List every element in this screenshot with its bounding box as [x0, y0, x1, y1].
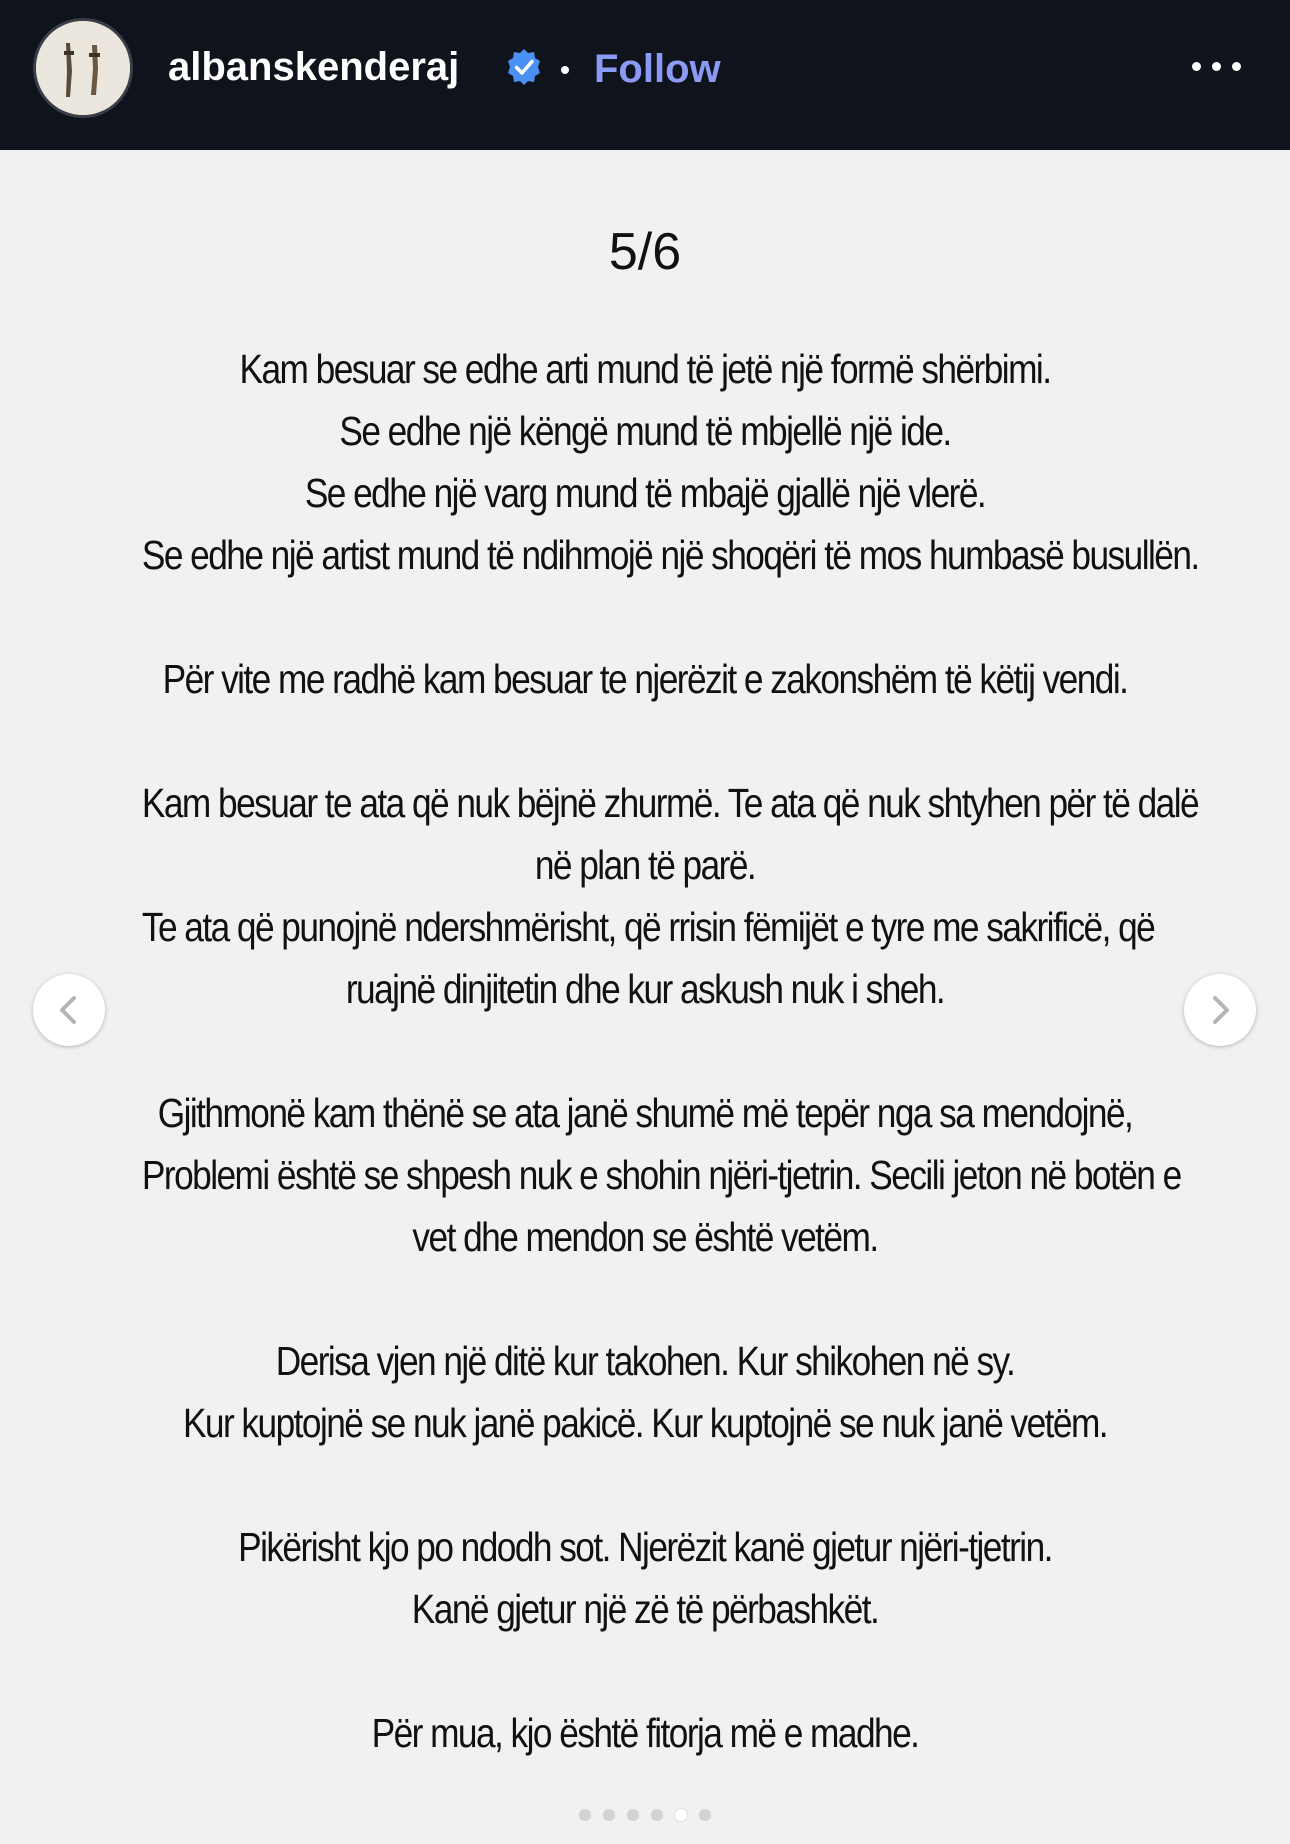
post-paragraph	[60, 338, 1230, 586]
more-options-icon[interactable]	[1190, 46, 1244, 86]
text-line: ruajnë dinjitetin dhe kur askush nuk i sheh.	[345, 966, 945, 1012]
carousel-indicator	[0, 1808, 1290, 1826]
carousel-dot	[651, 1809, 663, 1821]
carousel-dot	[603, 1809, 615, 1821]
chevron-right-icon	[1184, 974, 1256, 1046]
slide-counter: 5/6	[608, 223, 682, 281]
text-line: Kanë gjetur një zë të përbashkët.	[411, 1586, 879, 1632]
text-line: Kur kuptojnë se nuk janë pakicë. Kur kuptojnë se nuk janë vetëm.	[182, 1400, 1108, 1446]
separator-dot	[561, 66, 569, 74]
username[interactable]: albanskenderaj	[168, 45, 460, 89]
verified-badge-icon	[504, 47, 544, 87]
text-line: Kam besuar te ata që nuk bëjnë zhurmë. Te ata që nuk shtyhen për të dalë	[141, 780, 1199, 826]
carousel-dot	[627, 1809, 639, 1821]
post-header	[0, 0, 1290, 150]
post-paragraph	[60, 1702, 1230, 1764]
text-line: Derisa vjen një ditë kur takohen. Kur shikohen në sy.	[275, 1338, 1015, 1384]
text-line: Kam besuar se edhe arti mund të jetë një formë shërbimi.	[239, 346, 1051, 392]
post-text-content	[60, 222, 1230, 1826]
text-line: vet dhe mendon se është vetëm.	[412, 1214, 878, 1260]
post-paragraph	[60, 772, 1230, 1020]
carousel-next-button[interactable]	[1184, 974, 1256, 1046]
post-paragraph	[60, 1082, 1230, 1268]
follow-button[interactable]: Follow	[594, 47, 721, 91]
carousel-dot	[579, 1809, 591, 1821]
text-line: Se edhe një këngë mund të mbjellë një ide.	[339, 408, 951, 454]
post-paragraph	[60, 648, 1230, 710]
text-line: Te ata që punojnë ndershmërisht, që rrisin fëmijët e tyre me sakrificë, që	[141, 904, 1155, 950]
text-line: Pikërisht kjo po ndodh sot. Njerëzit kanë gjetur njëri-tjetrin.	[238, 1524, 1052, 1570]
text-line: Për mua, kjo është fitorja më e madhe.	[371, 1710, 919, 1756]
carousel-dot	[699, 1809, 711, 1821]
profile-avatar[interactable]	[36, 21, 130, 115]
text-line: në plan të parë.	[534, 842, 756, 888]
text-line: Se edhe një varg mund të mbajë gjallë një vlerë.	[304, 470, 986, 516]
carousel-dot	[675, 1809, 687, 1821]
text-line: Problemi është se shpesh nuk e shohin njëri-tjetrin. Secili jeton në botën e	[141, 1152, 1181, 1198]
avatar-image-icon	[36, 21, 130, 115]
text-line: Për vite me radhë kam besuar te njerëzit e zakonshëm të këtij vendi.	[162, 656, 1128, 702]
carousel-prev-button[interactable]	[33, 974, 105, 1046]
text-line: Gjithmonë kam thënë se ata janë shumë më tepër nga sa mendojnë,	[157, 1090, 1133, 1136]
chevron-left-icon	[33, 974, 105, 1046]
post-paragraph	[60, 1516, 1230, 1640]
text-line: Se edhe një artist mund të ndihmojë një shoqëri të mos humbasë busullën.	[141, 532, 1199, 578]
post-paragraph	[60, 1330, 1230, 1454]
